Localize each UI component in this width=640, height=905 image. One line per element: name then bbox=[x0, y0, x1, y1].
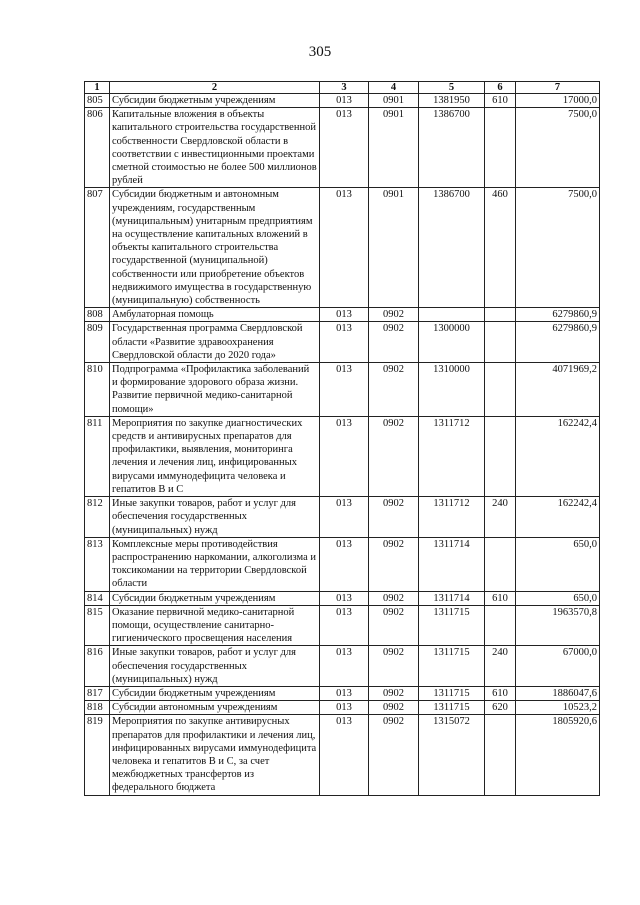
target-article-code-cell: 1311712 bbox=[419, 497, 485, 538]
target-article-code-cell: 1311712 bbox=[419, 416, 485, 496]
expense-name-cell: Субсидии бюджетным учреждениям bbox=[110, 94, 320, 108]
ministry-code-cell: 013 bbox=[320, 322, 369, 363]
amount-cell: 162242,4 bbox=[516, 497, 600, 538]
amount-cell: 7500,0 bbox=[516, 108, 600, 188]
expense-type-code-cell: 610 bbox=[485, 591, 516, 605]
section-code-cell: 0902 bbox=[369, 646, 419, 687]
table-body bbox=[85, 94, 600, 796]
section-code-cell: 0901 bbox=[369, 108, 419, 188]
table-row bbox=[85, 308, 600, 322]
table-row bbox=[85, 537, 600, 591]
ministry-code-cell: 013 bbox=[320, 537, 369, 591]
expense-name-cell: Субсидии бюджетным учреждениям bbox=[110, 591, 320, 605]
ministry-code-cell: 013 bbox=[320, 94, 369, 108]
section-code-cell: 0901 bbox=[369, 188, 419, 308]
expense-name-cell: Субсидии автономным учреждениям bbox=[110, 701, 320, 715]
expense-type-code-cell: 460 bbox=[485, 188, 516, 308]
row-number-cell: 818 bbox=[85, 701, 110, 715]
section-code-cell: 0902 bbox=[369, 715, 419, 795]
amount-cell: 4071969,2 bbox=[516, 363, 600, 417]
target-article-code-cell: 1311714 bbox=[419, 591, 485, 605]
amount-cell: 6279860,9 bbox=[516, 308, 600, 322]
ministry-code-cell: 013 bbox=[320, 591, 369, 605]
ministry-code-cell: 013 bbox=[320, 605, 369, 646]
expense-name-cell: Капитальные вложения в объекты капитального строительства государственной собственности Свердловской области в соответствии с инвестиционными проектами сметной стоимостью не более 500 миллионов рублей bbox=[110, 108, 320, 188]
expense-type-code-cell: 240 bbox=[485, 646, 516, 687]
expense-name-cell: Мероприятия по закупке антивирусных препаратов для профилактики и лечения лиц, инфицированных вирусами иммунодефицита человека и гепатитов В и С, за счет межбюджетных трансфертов из федерального бюджета bbox=[110, 715, 320, 795]
target-article-code-cell: 1311715 bbox=[419, 686, 485, 700]
expense-name-cell: Оказание первичной медико-санитарной помощи, осуществление санитарно-гигиенического просвещения населения bbox=[110, 605, 320, 646]
expense-type-code-cell bbox=[485, 715, 516, 795]
column-header: 1 bbox=[85, 82, 110, 94]
row-number-cell: 813 bbox=[85, 537, 110, 591]
row-number-cell: 807 bbox=[85, 188, 110, 308]
section-code-cell: 0902 bbox=[369, 416, 419, 496]
section-code-cell: 0902 bbox=[369, 322, 419, 363]
row-number-cell: 809 bbox=[85, 322, 110, 363]
expense-type-code-cell bbox=[485, 363, 516, 417]
table-row bbox=[85, 416, 600, 496]
table-row bbox=[85, 715, 600, 795]
section-code-cell: 0902 bbox=[369, 701, 419, 715]
budget-table bbox=[84, 81, 600, 796]
target-article-code-cell: 1311715 bbox=[419, 701, 485, 715]
expense-type-code-cell bbox=[485, 605, 516, 646]
section-code-cell: 0902 bbox=[369, 537, 419, 591]
amount-cell: 10523,2 bbox=[516, 701, 600, 715]
expense-type-code-cell bbox=[485, 308, 516, 322]
table-row bbox=[85, 497, 600, 538]
row-number-cell: 815 bbox=[85, 605, 110, 646]
ministry-code-cell: 013 bbox=[320, 497, 369, 538]
target-article-code-cell bbox=[419, 308, 485, 322]
amount-cell: 1805920,6 bbox=[516, 715, 600, 795]
row-number-cell: 814 bbox=[85, 591, 110, 605]
amount-cell: 650,0 bbox=[516, 591, 600, 605]
section-code-cell: 0902 bbox=[369, 605, 419, 646]
header-row bbox=[85, 82, 600, 94]
row-number-cell: 808 bbox=[85, 308, 110, 322]
target-article-code-cell: 1315072 bbox=[419, 715, 485, 795]
expense-type-code-cell bbox=[485, 322, 516, 363]
expense-name-cell: Мероприятия по закупке диагностических средств и антивирусных препаратов для профилактики, выявления, мониторинга лечения и лечения лиц, инфицированных вирусами иммунодефицита человека и гепатитов В и С bbox=[110, 416, 320, 496]
ministry-code-cell: 013 bbox=[320, 108, 369, 188]
row-number-cell: 819 bbox=[85, 715, 110, 795]
expense-type-code-cell: 620 bbox=[485, 701, 516, 715]
table-row bbox=[85, 701, 600, 715]
ministry-code-cell: 013 bbox=[320, 188, 369, 308]
ministry-code-cell: 013 bbox=[320, 715, 369, 795]
table-row bbox=[85, 363, 600, 417]
amount-cell: 17000,0 bbox=[516, 94, 600, 108]
expense-name-cell: Государственная программа Свердловской области «Развитие здравоохранения Свердловской области до 2020 года» bbox=[110, 322, 320, 363]
row-number-cell: 816 bbox=[85, 646, 110, 687]
expense-name-cell: Иные закупки товаров, работ и услуг для обеспечения государственных (муниципальных) нужд bbox=[110, 497, 320, 538]
expense-name-cell: Субсидии бюджетным и автономным учреждениям, государственным (муниципальным) унитарным предприятиям на осуществление капитальных вложений в объекты капитального строительства государственной (муниципальной) собственности или приобретение объектов недвижимого имущества в государственную (муниципальную) собственность bbox=[110, 188, 320, 308]
column-header: 2 bbox=[110, 82, 320, 94]
row-number-cell: 817 bbox=[85, 686, 110, 700]
amount-cell: 650,0 bbox=[516, 537, 600, 591]
section-code-cell: 0902 bbox=[369, 363, 419, 417]
expense-name-cell: Подпрограмма «Профилактика заболеваний и формирование здорового образа жизни. Развитие первичной медико-санитарной помощи» bbox=[110, 363, 320, 417]
target-article-code-cell: 1300000 bbox=[419, 322, 485, 363]
ministry-code-cell: 013 bbox=[320, 646, 369, 687]
row-number-cell: 806 bbox=[85, 108, 110, 188]
ministry-code-cell: 013 bbox=[320, 701, 369, 715]
section-code-cell: 0901 bbox=[369, 94, 419, 108]
target-article-code-cell: 1386700 bbox=[419, 108, 485, 188]
amount-cell: 1963570,8 bbox=[516, 605, 600, 646]
row-number-cell: 810 bbox=[85, 363, 110, 417]
section-code-cell: 0902 bbox=[369, 591, 419, 605]
row-number-cell: 811 bbox=[85, 416, 110, 496]
amount-cell: 7500,0 bbox=[516, 188, 600, 308]
ministry-code-cell: 013 bbox=[320, 308, 369, 322]
expense-type-code-cell bbox=[485, 537, 516, 591]
section-code-cell: 0902 bbox=[369, 686, 419, 700]
section-code-cell: 0902 bbox=[369, 308, 419, 322]
table-row bbox=[85, 591, 600, 605]
row-number-cell: 805 bbox=[85, 94, 110, 108]
table-row bbox=[85, 322, 600, 363]
target-article-code-cell: 1381950 bbox=[419, 94, 485, 108]
table-row bbox=[85, 646, 600, 687]
target-article-code-cell: 1386700 bbox=[419, 188, 485, 308]
expense-name-cell: Субсидии бюджетным учреждениям bbox=[110, 686, 320, 700]
expense-type-code-cell bbox=[485, 416, 516, 496]
section-code-cell: 0902 bbox=[369, 497, 419, 538]
expense-type-code-cell: 240 bbox=[485, 497, 516, 538]
amount-cell: 162242,4 bbox=[516, 416, 600, 496]
table-header bbox=[85, 82, 600, 94]
target-article-code-cell: 1311715 bbox=[419, 646, 485, 687]
target-article-code-cell: 1311714 bbox=[419, 537, 485, 591]
page-number: 305 bbox=[308, 44, 332, 60]
table-row bbox=[85, 108, 600, 188]
expense-type-code-cell bbox=[485, 108, 516, 188]
row-number-cell: 812 bbox=[85, 497, 110, 538]
expense-name-cell: Амбулаторная помощь bbox=[110, 308, 320, 322]
target-article-code-cell: 1310000 bbox=[419, 363, 485, 417]
column-header: 4 bbox=[369, 82, 419, 94]
column-header: 3 bbox=[320, 82, 369, 94]
table-row bbox=[85, 188, 600, 308]
table-row bbox=[85, 605, 600, 646]
amount-cell: 6279860,9 bbox=[516, 322, 600, 363]
table-row bbox=[85, 686, 600, 700]
expense-type-code-cell: 610 bbox=[485, 686, 516, 700]
table-row bbox=[85, 94, 600, 108]
ministry-code-cell: 013 bbox=[320, 363, 369, 417]
target-article-code-cell: 1311715 bbox=[419, 605, 485, 646]
ministry-code-cell: 013 bbox=[320, 686, 369, 700]
amount-cell: 67000,0 bbox=[516, 646, 600, 687]
ministry-code-cell: 013 bbox=[320, 416, 369, 496]
expense-type-code-cell: 610 bbox=[485, 94, 516, 108]
column-header: 5 bbox=[419, 82, 485, 94]
expense-name-cell: Иные закупки товаров, работ и услуг для обеспечения государственных (муниципальных) нужд bbox=[110, 646, 320, 687]
column-header: 6 bbox=[485, 82, 516, 94]
column-header: 7 bbox=[516, 82, 600, 94]
expense-name-cell: Комплексные меры противодействия распространению наркомании, алкоголизма и токсикомании на территории Свердловской области bbox=[110, 537, 320, 591]
amount-cell: 1886047,6 bbox=[516, 686, 600, 700]
